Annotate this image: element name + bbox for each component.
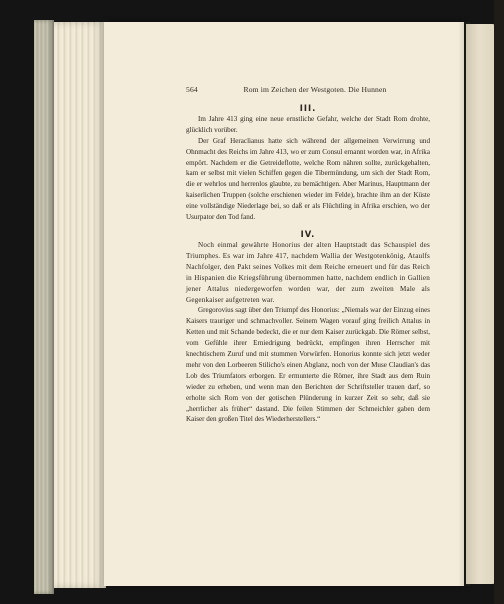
book-binding bbox=[34, 20, 54, 594]
running-head bbox=[186, 85, 430, 96]
scan-edge bbox=[494, 0, 504, 604]
page-edges bbox=[54, 22, 106, 588]
page-number: 564 bbox=[186, 85, 198, 94]
paragraph: Der Graf Heraclianus hatte sich während der allgemeinen Verwirrung und Ohnmacht des Reichs im Jahre 413, wo er zum Consul ernannt worden war, in Afrika empört. Nachdem er die Getreideflotte, welche Rom nähren sollte, zurückgehalten, kam er selbst mit vielen Schiffen gegen die Tibermündung, um sich der Stadt Rom, die er wehrlos und herrenlos glaubte, zu bemächtigen. Aber Marinus, Hauptmann der kaiserlichen Truppen (solche erschienen wieder im Felde), brachte ihm an der Küste eine vollständige Niederlage bei, so daß er als Flüchtling in Afrika erschien, wo der Usurpator den Tod fand. bbox=[186, 136, 430, 222]
running-title: Rom im Zeichen der Westgoten. Die Hunnen bbox=[243, 85, 387, 94]
paragraph: Gregorovius sagt über den Triumpf des Honorius: „Niemals war der Einzug eines Kaisers trauriger und schmachvoller. Seinem Wagen vorauf ging freilich Attalus in Ketten und mit Schande bedeckt, die er nur dem Kaiser zurückgab. Die Römer selbst, vom Gefühle ihrer Erniedrigung bedrückt, empfingen ihren Herrscher mit knechtischem Zuruf und mit stummen Vorwürfen. Honorius konnte sich jetzt weder mehr von den Lorbeeren Stilicho's einen Abglanz, noch von der Muse Claudian's das Lob des Triumfators erborgen. Er ermunterte die Römer, ihre Stadt aus dem Ruin wieder zu erheben, und wenn man den Berichten der Schriftsteller trauen darf, so erholte sich Rom von der gotischen Plünderung in kurzer Zeit so sehr, daß sie „herrlicher als früher“ dastand. Die feilen Stimmen der Schmeichler gaben dem Kaiser den großen Titel des Wiederherstellers.“ bbox=[186, 306, 430, 424]
paragraph: Noch einmal gewährte Honorius der alten Hauptstadt das Schauspiel des Triumphes. Es war im Jahre 417, nachdem Wallia der Westgotenkönig, Ataulfs Nachfolger, den Pakt seines Volkes mit dem Reiche erneuert und für das Reich in Hispanien die Kriegsführung übernommen hatte, nachdem endlich in Gallien jener Attalus niedergeworfen worden war, der zum zweiten Male als Gegenkaiser aufgetreten war. bbox=[186, 240, 430, 304]
paragraph: Im Jahre 413 ging eine neue ernstliche Gefahr, welche der Stadt Rom drohte, glücklich vorüber. bbox=[186, 114, 430, 134]
section-heading: III. bbox=[299, 102, 317, 113]
section-heading: IV. bbox=[300, 228, 316, 239]
page-content bbox=[186, 85, 430, 425]
